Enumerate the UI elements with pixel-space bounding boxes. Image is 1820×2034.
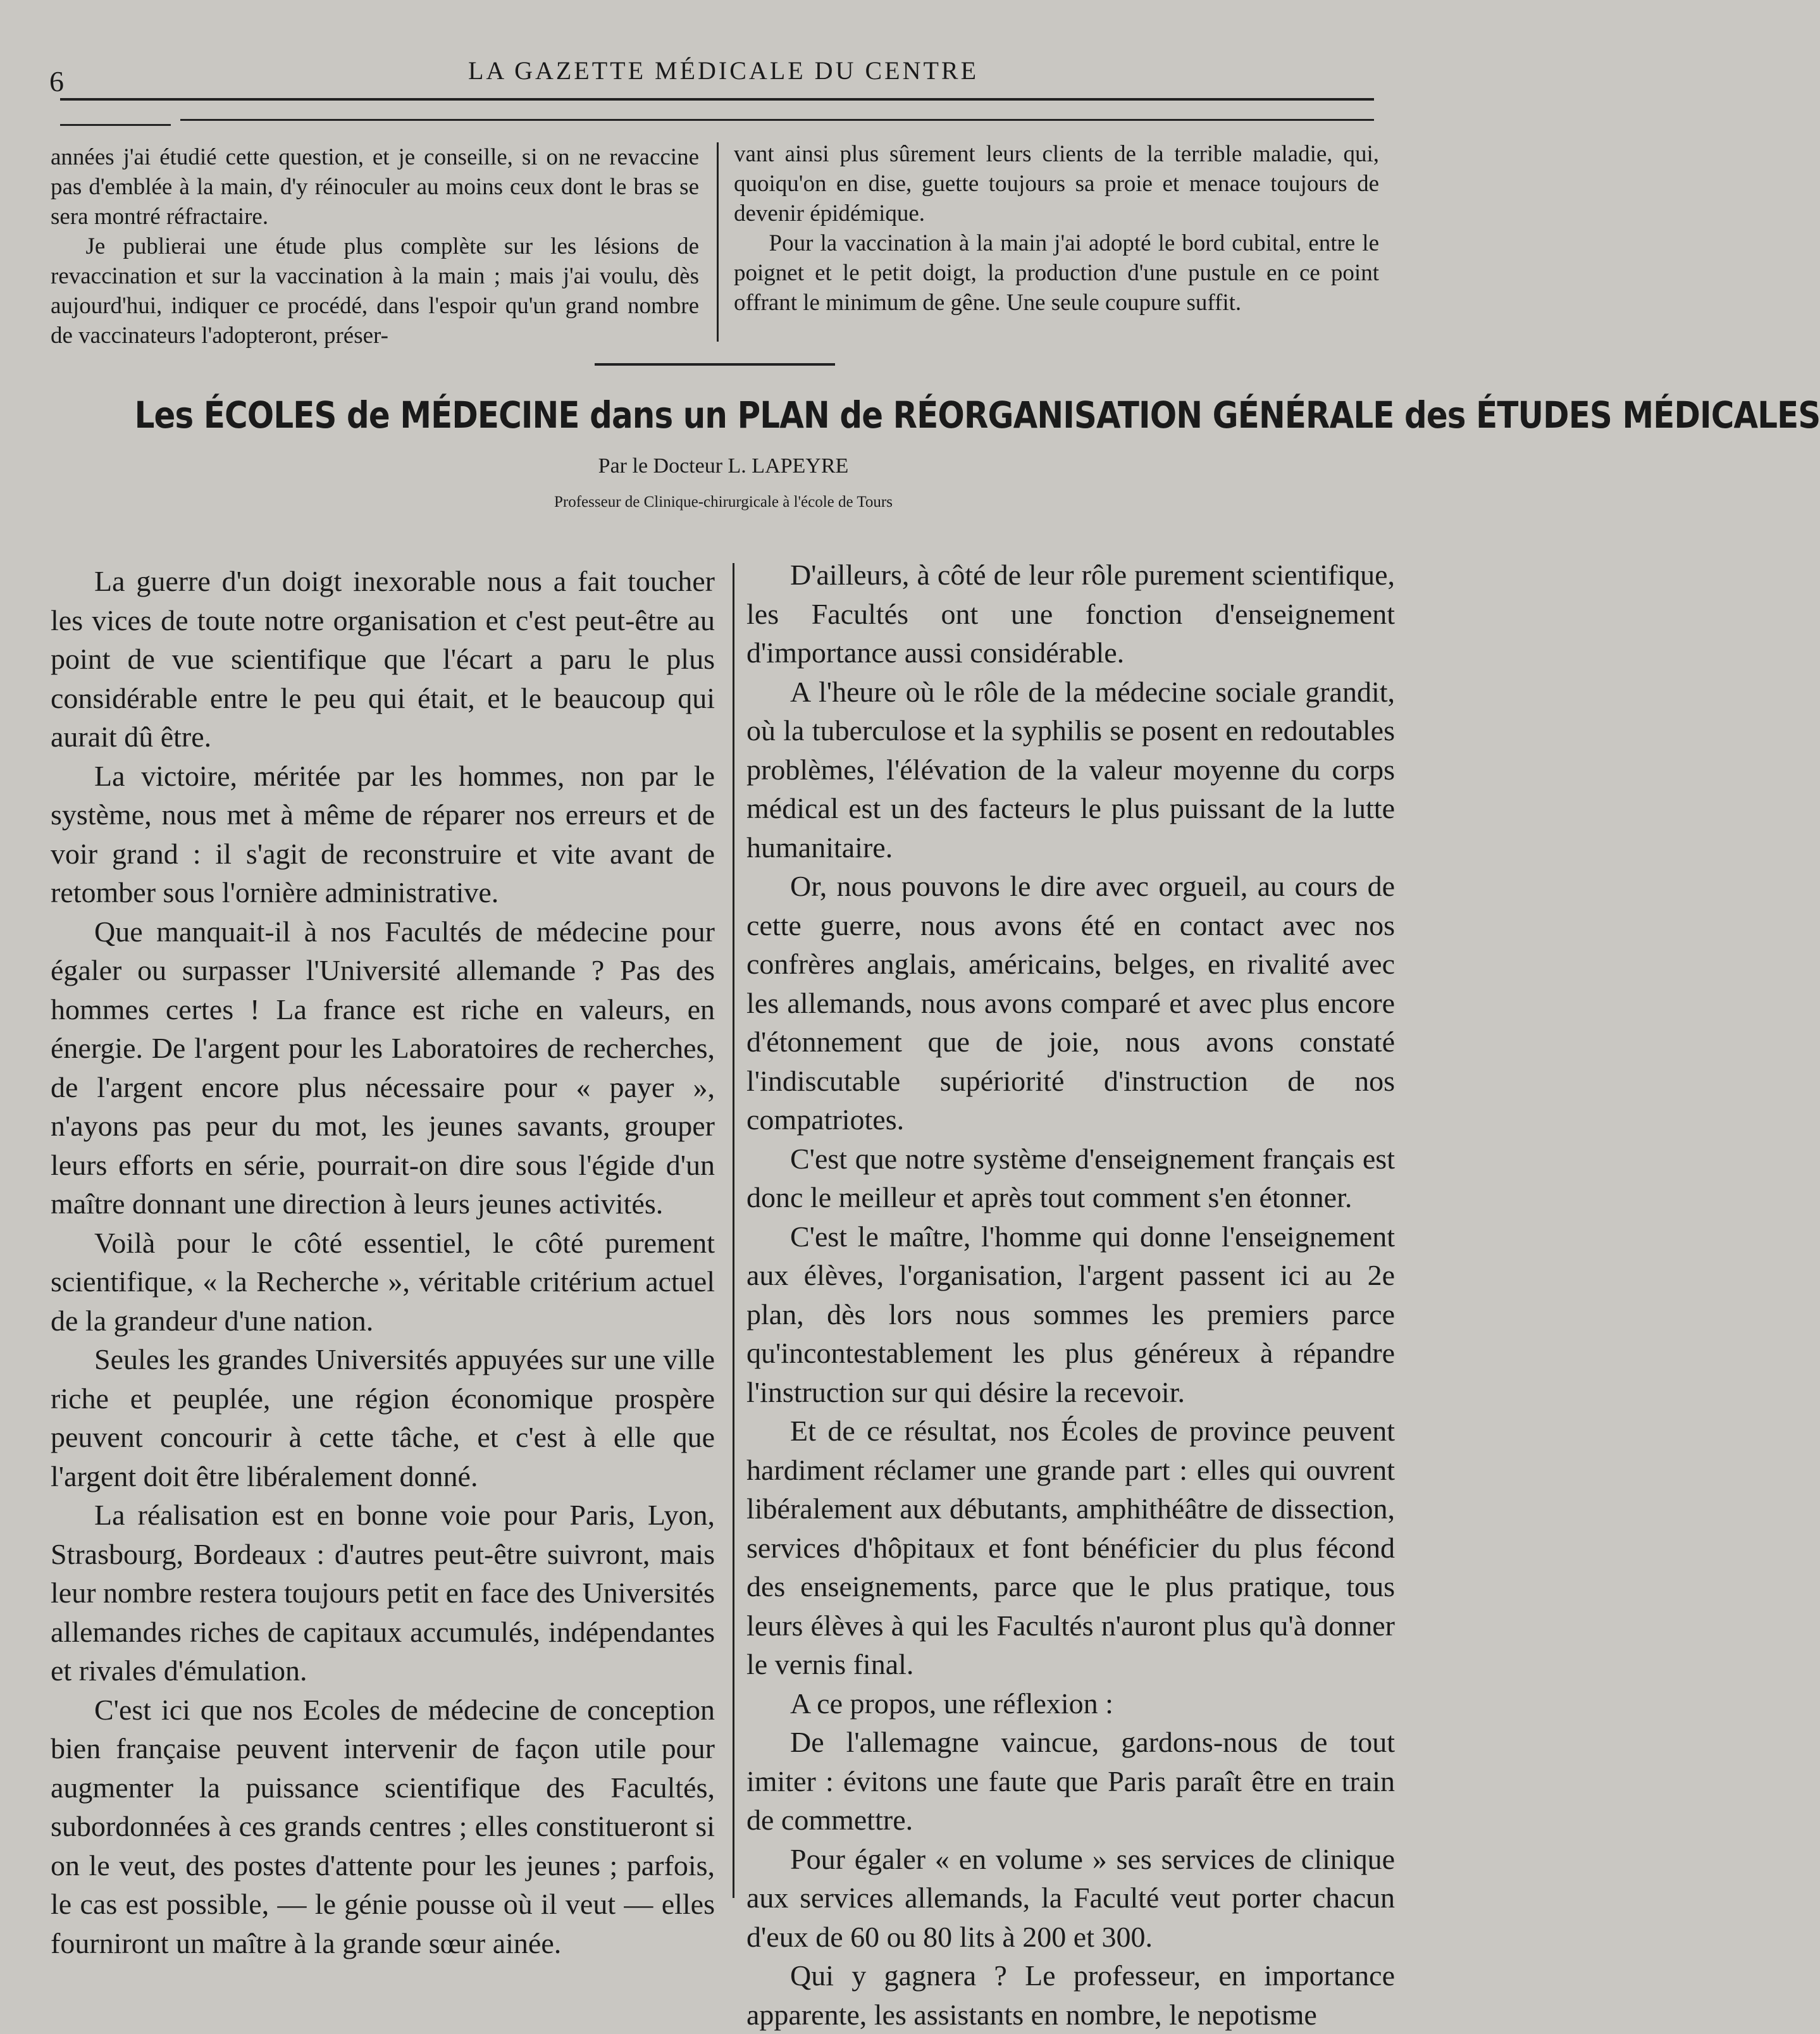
header-rule-long xyxy=(180,119,1374,121)
paragraph: Pour la vaccination à la main j'ai adopté le bord cubital, entre le poignet et le petit doigt, la production d'une pustule en ce point offrant le minimum de gêne. Une seule coupure suffit. xyxy=(734,230,1379,316)
page-number: 6 xyxy=(49,65,64,97)
paragraph: C'est que notre système d'enseignement français est donc le meilleur et après tout comment s'en étonner. xyxy=(746,1142,1395,1213)
paragraph: C'est le maître, l'homme qui donne l'enseignement aux élèves, l'organisation, l'argent passent ici au 2e plan, dès lors nous sommes les premiers parce qu'incontestablement les plus généreux à répandre l'instruction sur qui désire la recevoir. xyxy=(746,1220,1395,1408)
paragraph: A ce propos, une réflexion : xyxy=(790,1687,1113,1720)
header-rule-short xyxy=(60,124,171,126)
article-title: Les ÉCOLES de MÉDECINE dans un PLAN de RÉORGANISATION GÉNÉRALE des ÉTUDES MÉDICALES xyxy=(134,394,1820,437)
paragraph: Je publierai une étude plus complète sur les lésions de revaccination et sur la vaccination à la main ; mais j'ai voulu, dès aujourd'hui, indiquer ce procédé, dans l'espoir qu'un grand nombre de vaccinateurs l'adopteront, préser- xyxy=(51,233,699,349)
paragraph: Que manquait-il à nos Facultés de médecine pour égaler ou surpasser l'Université allemande ? Pas des hommes certes ! La france est riche en valeurs, en énergie. De l'argent pour les Laboratoires de recherches, de l'argent encore plus nécessaire pour « payer », n'ayons pas peur du mot, les jeunes savants, grouper leurs efforts en série, pourrait-on dire sous l'égide d'un maître donnant une direction à leurs jeunes activités. xyxy=(51,915,715,1220)
paragraph: A l'heure où le rôle de la médecine sociale grandit, où la tuberculose et la syphilis se posent en redoutables problèmes, l'élévation de la valeur moyenne du corps médical est un des facteurs le plus puissant de la lutte humanitaire. xyxy=(746,675,1395,864)
paragraph: C'est ici que nos Ecoles de médecine de conception bien française peuvent intervenir de façon utile pour augmenter la puissance scientifique des Facultés, subordonnées à ces grands centres ; elles constitueront si on le veut, des postes d'attente pour les jeunes ; parfois, le cas est possible, — le génie pousse où il veut — elles fourniront un maître à la grande sœur ainée. xyxy=(51,1693,715,1959)
column-divider xyxy=(733,563,734,1898)
paragraph: D'ailleurs, à côté de leur rôle purement scientifique, les Facultés ont une fonction d'enseignement d'importance aussi considérable. xyxy=(746,559,1395,669)
paragraph: La guerre d'un doigt inexorable nous a fait toucher les vices de toute notre organisation et c'est peut-être au point de vue scientifique que l'écart a paru le plus considérable entre le peu qui était, et le beaucoup qui aurait dû être. xyxy=(51,565,715,753)
header-rule xyxy=(60,98,1374,101)
paragraph: La victoire, méritée par les hommes, non par le système, nous met à même de réparer nos erreurs et de voir grand : il s'agit de reconstruire et vite avant de retomber sous l'ornière administrative. xyxy=(51,759,715,908)
author-affiliation: Professeur de Clinique-chirurgicale à l'école de Tours xyxy=(554,493,893,511)
paragraph: Voilà pour le côté essentiel, le côté purement scientifique, « la Recherche », véritable critérium actuel de la grandeur d'une nation. xyxy=(51,1226,715,1337)
column-divider xyxy=(717,142,719,342)
paragraph: Or, nous pouvons le dire avec orgueil, au cours de cette guerre, nous avons été en contact avec nos confrères anglais, américains, belges, en rivalité avec les allemands, nous avons comparé et avec plus encore d'étonnement que de joie, nous avons constaté l'indiscutable supériorité d'instruction de nos compatriotes. xyxy=(746,870,1395,1136)
paragraph: Qui y gagnera ? Le professeur, en importance apparente, les assistants en nombre, le nepotisme xyxy=(746,1959,1395,2031)
article-byline: Par le Docteur L. LAPEYRE xyxy=(598,454,849,478)
paragraph: Seules les grandes Universités appuyées sur une ville riche et peuplée, une région économique prospère peuvent concourir à cette tâche, et c'est à elle que l'argent doit être libéralement donné. xyxy=(51,1343,715,1492)
continued-column-right xyxy=(734,139,1379,318)
section-separator xyxy=(595,363,835,366)
running-title: LA GAZETTE MÉDICALE DU CENTRE xyxy=(467,56,979,85)
continued-column-left xyxy=(51,142,699,350)
paragraph: De l'allemagne vaincue, gardons-nous de tout imiter : évitons une faute que Paris paraît être en train de commettre. xyxy=(746,1726,1395,1836)
article-column-right xyxy=(746,555,1395,2034)
paragraph: La réalisation est en bonne voie pour Paris, Lyon, Strasbourg, Bordeaux : d'autres peut-être suivront, mais leur nombre restera toujours petit en face des Universités allemandes riches de capitaux accumulés, indépendantes et rivales d'émulation. xyxy=(51,1499,715,1687)
paragraph: Pour égaler « en volume » ses services de clinique aux services allemands, la Faculté veut porter chacun d'eux de 60 ou 80 lits à 200 et 300. xyxy=(746,1842,1395,1953)
paragraph: années j'ai étudié cette question, et je conseille, si on ne revaccine pas d'emblée à la main, d'y réinoculer au moins ceux dont le bras se sera montré réfractaire. xyxy=(51,144,699,230)
article-column-left xyxy=(51,562,715,1963)
paragraph: vant ainsi plus sûrement leurs clients de la terrible maladie, qui, quoiqu'on en dise, guette toujours sa proie et menace toujours de devenir épidémique. xyxy=(734,141,1379,226)
paragraph: Et de ce résultat, nos Écoles de province peuvent hardiment réclamer une grande part : elles qui ouvrent libéralement aux débutants, amphithéâtre de dissection, services d'hôpitaux et font bénéficier du plus fécond des enseignements, parce que le plus pratique, tous leurs élèves à qui les Facultés n'auront plus qu'à donner le vernis final. xyxy=(746,1415,1395,1680)
